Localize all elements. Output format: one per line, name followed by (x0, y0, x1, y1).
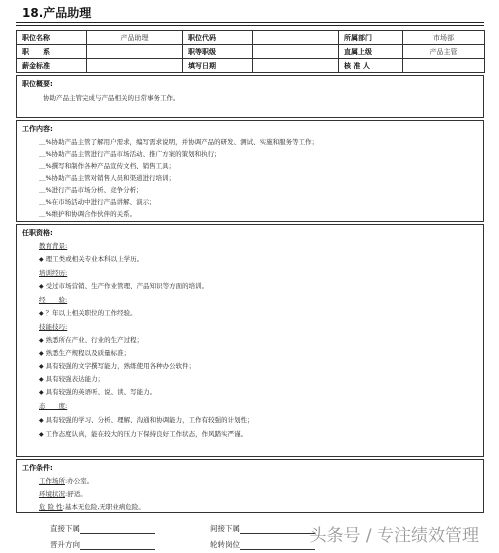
header-rule-top (16, 22, 484, 23)
value-job-series (87, 45, 183, 59)
training-heading: 培训经历: (39, 269, 68, 277)
duty-item: ＿%协助产品主管对销售人员和渠道进行培训； (39, 174, 176, 182)
promotion-line (80, 541, 155, 550)
table-row (17, 45, 485, 59)
table-row (17, 59, 485, 73)
experience-text: ◆ ？年以上相关职位的工作经验。 (39, 308, 137, 317)
duty-item: ＿%协助产品主管进行产品市场活动、推广方案的策划和执行； (39, 150, 221, 158)
qualifications-section (16, 224, 484, 457)
duties-section (16, 120, 484, 222)
label-department: 所属部门 (339, 31, 403, 45)
indirect-reports-line (240, 525, 315, 534)
header-rule-bottom (16, 25, 484, 26)
environment-label: 环境状况 (39, 490, 65, 498)
attitude-item: ◆ 具有较强的学习、分析、理解、沟通和协调能力，工作有较强的计划性； (39, 415, 254, 424)
conditions-section (16, 459, 484, 513)
label-job-title: 职位名称 (17, 31, 87, 45)
attitude-item: ◆ 工作态度认真，能在较大的压力下保持良好工作状态，作风踏实严谨。 (39, 429, 247, 438)
value-job-grade (253, 45, 339, 59)
overview-title: 职位概要: (22, 80, 53, 88)
rotation-line (240, 541, 315, 550)
direct-reports-line (80, 525, 155, 534)
direct-reports-label: 直接下属 (50, 524, 80, 533)
page-title: 18.产品助理 (22, 6, 92, 20)
duties-title: 工作内容: (22, 125, 53, 133)
value-supervisor: 产品主管 (403, 45, 485, 59)
qualifications-title: 任职资格: (22, 229, 53, 237)
risk-label: 危 险 性 (39, 503, 63, 511)
job-info-table (16, 30, 485, 73)
footer-indirect-reports (210, 523, 315, 534)
experience-heading: 经 验: (39, 296, 68, 304)
environment-row (39, 489, 87, 498)
skills-heading: 技能技巧: (39, 323, 68, 331)
value-approver (403, 59, 485, 73)
footer-direct-reports (50, 523, 155, 534)
training-text: ◆ 受过市场营销、生产作业管理、产品知识等方面的培训。 (39, 281, 208, 290)
label-job-series: 职 系 (17, 45, 87, 59)
label-job-grade: 职等职级 (183, 45, 253, 59)
value-salary (87, 59, 183, 73)
skill-item: ◆ 熟悉所在产业、行业的生产过程； (39, 335, 143, 344)
workplace-row (39, 476, 93, 485)
label-job-code: 职位代码 (183, 31, 253, 45)
workplace-label: 工作场所 (39, 477, 65, 485)
overview-section (16, 75, 484, 118)
footer-promotion (50, 539, 155, 550)
skill-item: ◆ 具有较强的文字撰写能力，熟练使用各种办公软件； (39, 361, 195, 370)
education-heading: 教育背景: (39, 242, 68, 250)
risk-value: :基本无危险,无职业病危险。 (62, 503, 145, 511)
conditions-title: 工作条件: (22, 464, 53, 472)
risk-row (39, 502, 145, 511)
table-row (17, 31, 485, 45)
duty-item: ＿%协助产品主管了解用户需求，编写需求说明，并协调产品的研发、测试、实施和服务等工作； (39, 138, 319, 146)
label-fill-date: 填写日期 (183, 59, 253, 73)
skill-item: ◆ 具有较强的英语听、说、读、写能力。 (39, 387, 156, 396)
footer-rotation (210, 539, 315, 550)
attitude-heading: 态 度: (39, 402, 68, 410)
value-fill-date (253, 59, 339, 73)
label-supervisor: 直属上级 (339, 45, 403, 59)
overview-text: 协助产品主管完成与产品相关的日常事务工作。 (43, 94, 180, 102)
value-job-code (253, 31, 339, 45)
environment-value: :舒适。 (65, 490, 87, 498)
duty-item: ＿%撰写和制作各种产品宣传文档、销售工具； (39, 162, 176, 170)
skill-item: ◆ 熟悉生产规程以及质量标准； (39, 348, 130, 357)
workplace-value: :办公室。 (65, 477, 94, 485)
duty-item: ＿%进行产品市场分析、竞争分析； (39, 186, 143, 194)
education-text: ◆ 理工类或相关专业本科以上学历。 (39, 254, 143, 263)
label-salary: 薪金标准 (17, 59, 87, 73)
label-approver: 核 准 人 (339, 59, 403, 73)
duty-item: ＿%在市场活动中进行产品讲解、演示； (39, 198, 156, 206)
promotion-label: 晋升方向 (50, 540, 80, 549)
rotation-label: 轮转岗位 (210, 540, 240, 549)
duty-item: ＿%维护和协调合作伙伴的关系。 (39, 210, 137, 218)
value-job-title: 产品助理 (87, 31, 183, 45)
skill-item: ◆ 具有较强表达能力； (39, 374, 104, 383)
watermark-text: 头条号 / 专注绩效管理 (309, 526, 479, 546)
value-department: 市场部 (403, 31, 485, 45)
indirect-reports-label: 间接下属 (210, 524, 240, 533)
